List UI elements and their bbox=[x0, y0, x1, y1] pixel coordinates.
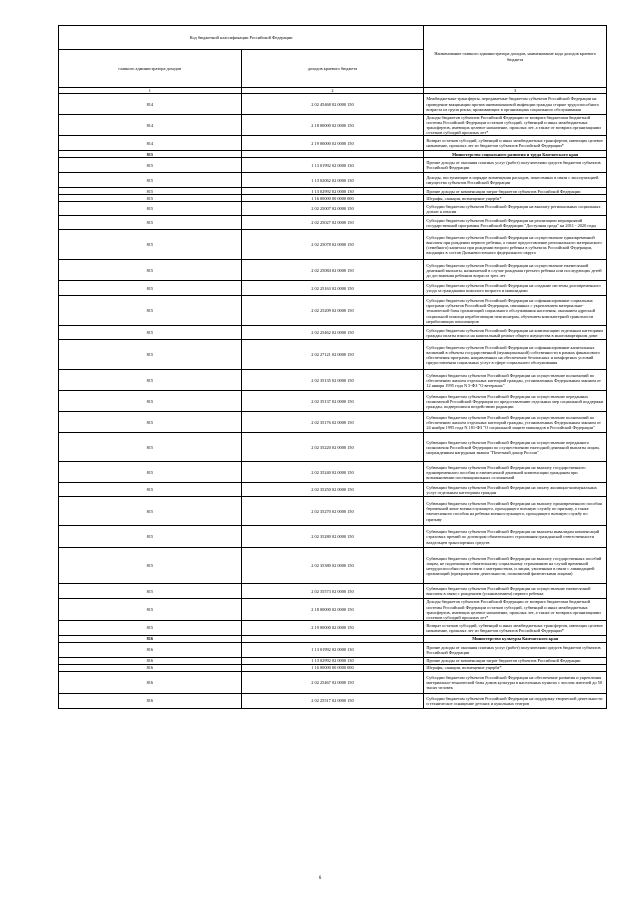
revenue-name-cell: Субсидии бюджетам субъектов Российской Федерации на поддержку творческой деятельности и техническое оснащение детских и кукольных театров bbox=[424, 693, 607, 708]
table-row bbox=[59, 173, 607, 188]
revenue-code-cell: 2 02 25007 02 0000 150 bbox=[241, 202, 424, 216]
revenue-name-cell: Штрафы, санкции, возмещение ущерба* bbox=[424, 195, 607, 202]
revenue-code-cell: 2 02 25027 02 0000 150 bbox=[241, 216, 424, 230]
section-header-row bbox=[59, 151, 607, 158]
table-row bbox=[59, 548, 607, 584]
revenue-name-cell: Субсидии бюджетам субъектов Российской Федерации на осуществление единовременной выплаты при рождении первого ребенка, а также предоставление регионального материнского (семейного) капитала при рождении второго ребенка в субъектах Российской Федерации, входящих в состав Дальневосточного федерального округа bbox=[424, 230, 607, 260]
admin-code-cell: 815 bbox=[59, 195, 242, 202]
table-row bbox=[59, 158, 607, 173]
revenue-code-cell: 2 02 35137 02 0000 150 bbox=[241, 391, 424, 412]
admin-code-cell: 815 bbox=[59, 497, 242, 526]
table-row bbox=[59, 391, 607, 412]
revenue-name-cell: Субсидии бюджетам субъектов Российской Федерации на создание системы долговременного ухода за гражданами пожилого возраста и инвалидами bbox=[424, 281, 607, 296]
revenue-code-cell: 2 02 25462 02 0000 150 bbox=[241, 326, 424, 340]
section-header-row bbox=[59, 635, 607, 642]
admin-code-cell: 814 bbox=[59, 136, 242, 151]
table-row bbox=[59, 664, 607, 671]
table-row bbox=[59, 693, 607, 708]
revenue-code-cell: 1 13 02992 02 0000 130 bbox=[241, 657, 424, 664]
revenue-code-cell bbox=[241, 635, 424, 642]
revenue-name-cell: Субвенции бюджетам субъектов Российской Федерации на выплату государственного единовременного пособия и ежемесячной денежной компенсации гражданам при возникновении поствакцинальных осложнений bbox=[424, 462, 607, 483]
admin-code-cell: 815 bbox=[59, 620, 242, 635]
column-number: 1 bbox=[59, 88, 242, 94]
table-row bbox=[59, 340, 607, 370]
revenue-name-cell: Субвенции бюджетам субъектов Российской Федерации на осуществление ежемесячной выплаты в связи с рождением (усыновлением) первого ребенка bbox=[424, 584, 607, 599]
revenue-code-cell: 1 16 00000 00 0000 000 bbox=[241, 195, 424, 202]
revenue-name-cell: Министерство социального развития и труда Камчатского края bbox=[424, 151, 607, 158]
header-admin-column: главного администратора доходов bbox=[59, 50, 242, 88]
revenue-name-cell: Министерство культуры Камчатского края bbox=[424, 635, 607, 642]
revenue-name-cell: Субсидии бюджетам субъектов Российской Федерации на софинансирование социальных программ субъектов Российской Федерации, связанных с укреплением материально-технической базы организаций социального обслуживания населения, оказанием адресной социальной помощи неработающим пенсионерам, обучением компьютерной грамотности неработающих пенсионеров bbox=[424, 296, 607, 326]
admin-code-cell: 815 bbox=[59, 202, 242, 216]
admin-code-cell: 815 bbox=[59, 158, 242, 173]
revenue-code-cell: 2 02 35220 02 0000 150 bbox=[241, 433, 424, 462]
admin-code-cell: 816 bbox=[59, 671, 242, 693]
revenue-name-cell: Субвенции бюджетам субъектов Российской Федерации на осуществление полномочий по обеспечению жильем отдельных категорий граждан, установленных Федеральным законом от 12 января 1995 года N 5-ФЗ "О ветеранах" bbox=[424, 370, 607, 391]
table-row bbox=[59, 260, 607, 281]
table-row bbox=[59, 94, 607, 115]
revenue-name-cell: Межбюджетные трансферты, передаваемые бюджетам субъектов Российской Федерации на проведение вакцинации против пневмококковой инфекции граждан старше трудоспособного возраста из групп риска, проживающих в организациях социального обслуживания bbox=[424, 94, 607, 115]
revenue-name-cell: Субсидии бюджетам субъектов Российской Федерации на осуществление ежемесячной денежной выплаты, назначаемой в случае рождения третьего ребенка или последующих детей до достижения ребенком возраста трех лет bbox=[424, 260, 607, 281]
revenue-code-cell: 2 02 35135 02 0000 150 bbox=[241, 370, 424, 391]
admin-code-cell: 815 bbox=[59, 433, 242, 462]
table-row bbox=[59, 483, 607, 497]
revenue-name-cell: Субсидии бюджетам субъектов Российской Федерации на выплату региональных социальных доплат к пенсии bbox=[424, 202, 607, 216]
admin-code-cell: 815 bbox=[59, 412, 242, 433]
table-row bbox=[59, 216, 607, 230]
table-row bbox=[59, 433, 607, 462]
revenue-code-cell: 2 02 45468 02 0000 150 bbox=[241, 94, 424, 115]
table-row bbox=[59, 136, 607, 151]
table-row bbox=[59, 599, 607, 620]
revenue-name-cell: Субсидии бюджетам субъектов Российской Федерации на софинансирование капитальных вложений в объекты государственной (муниципальной) собственности в рамках финансового обеспечения программ, направленных на обеспечение безопасных и комфортных условий предоставления социальных услуг в сфере социального обслуживания bbox=[424, 340, 607, 370]
admin-code-cell: 815 bbox=[59, 296, 242, 326]
revenue-code-cell: 1 13 01992 02 0000 130 bbox=[241, 642, 424, 657]
document-page bbox=[58, 25, 607, 709]
column-number: 2 bbox=[241, 88, 424, 94]
revenue-code-cell: 2 18 00000 02 0000 150 bbox=[241, 115, 424, 136]
table-row bbox=[59, 326, 607, 340]
revenue-name-cell: Субсидии бюджетам субъектов Российской Федерации на обеспечение развития и укрепления материально-технической базы домов культуры в населенных пунктах с числом жителей до 50 тысяч человек bbox=[424, 671, 607, 693]
table-row bbox=[59, 526, 607, 548]
table-row bbox=[59, 462, 607, 483]
table-row bbox=[59, 642, 607, 657]
table-row bbox=[59, 230, 607, 260]
header-code-group: Код бюджетной классификации Российской Федерации bbox=[59, 26, 424, 50]
table-row bbox=[59, 657, 607, 664]
admin-code-cell: 815 bbox=[59, 326, 242, 340]
table-header bbox=[59, 26, 607, 94]
admin-code-cell: 815 bbox=[59, 548, 242, 584]
revenue-name-cell: Прочие доходы от компенсации затрат бюджетов субъектов Российской Федерации bbox=[424, 657, 607, 664]
admin-code-cell: 814 bbox=[59, 94, 242, 115]
revenue-name-cell: Доходы бюджетов субъектов Российской Федерации от возврата бюджетами бюджетной системы Российской Федерации остатков субсидий, субвенций и иных межбюджетных трансфертов, имеющих целевое назначение, прошлых лет, а также от возврата организациями остатков субсидий прошлых лет* bbox=[424, 599, 607, 620]
admin-code-cell: 816 bbox=[59, 657, 242, 664]
revenue-code-cell: 2 02 35380 02 0000 150 bbox=[241, 548, 424, 584]
table-row bbox=[59, 370, 607, 391]
revenue-name-cell: Субвенции бюджетам субъектов Российской Федерации на осуществление переданного полномочия Российской Федерации по осуществлению ежегодной денежной выплаты лицам, награжденным нагрудным знаком "Почетный донор России" bbox=[424, 433, 607, 462]
page-number: 6 bbox=[318, 876, 322, 881]
revenue-code-cell: 2 02 25163 02 0000 150 bbox=[241, 281, 424, 296]
admin-code-cell: 816 bbox=[59, 642, 242, 657]
revenue-name-cell: Субвенции бюджетам субъектов Российской Федерации на выплату единовременного пособия беременной жене военнослужащего, проходящего военную службу по призыву, а также ежемесячного пособия на ребенка военнослужащего, проходящего военную службу по призыву bbox=[424, 497, 607, 526]
admin-code-cell: 815 bbox=[59, 462, 242, 483]
admin-code-cell: 815 bbox=[59, 599, 242, 620]
revenue-code-cell: 2 02 25078 02 0000 150 bbox=[241, 230, 424, 260]
revenue-name-cell: Возврат остатков субсидий, субвенций и иных межбюджетных трансфертов, имеющих целевое назначение, прошлых лет из бюджетов субъектов Российской Федерации* bbox=[424, 136, 607, 151]
revenue-code-cell: 2 02 35573 02 0000 150 bbox=[241, 584, 424, 599]
revenue-name-cell: Штрафы, санкции, возмещение ущерба* bbox=[424, 664, 607, 671]
column-number: 3 bbox=[424, 88, 607, 94]
revenue-code-cell: 1 16 00000 00 0000 000 bbox=[241, 664, 424, 671]
revenue-code-cell: 2 19 00000 02 0000 150 bbox=[241, 136, 424, 151]
revenue-code-cell: 2 02 25467 02 0000 150 bbox=[241, 671, 424, 693]
table-row bbox=[59, 281, 607, 296]
revenue-code-cell: 2 02 27121 02 0000 150 bbox=[241, 340, 424, 370]
revenue-code-cell: 2 02 35270 02 0000 150 bbox=[241, 497, 424, 526]
admin-code-cell: 815 bbox=[59, 483, 242, 497]
admin-code-cell: 815 bbox=[59, 281, 242, 296]
admin-code-cell: 815 bbox=[59, 173, 242, 188]
revenue-code-cell: 2 19 00000 02 0000 150 bbox=[241, 620, 424, 635]
admin-code-cell: 815 bbox=[59, 391, 242, 412]
admin-code-cell: 814 bbox=[59, 115, 242, 136]
table-row bbox=[59, 202, 607, 216]
revenue-code-cell: 2 02 25209 02 0000 150 bbox=[241, 296, 424, 326]
revenue-code-cell: 2 02 25517 02 0000 150 bbox=[241, 693, 424, 708]
revenue-code-cell: 2 18 00000 02 0000 150 bbox=[241, 599, 424, 620]
admin-code-cell: 816 bbox=[59, 635, 242, 642]
admin-code-cell: 815 bbox=[59, 151, 242, 158]
revenue-name-cell: Прочие доходы от оказания платных услуг (работ) получателями средств бюджетов субъектов Российской Федерации bbox=[424, 158, 607, 173]
revenue-codes-table bbox=[58, 25, 607, 709]
revenue-code-cell bbox=[241, 151, 424, 158]
table-row bbox=[59, 188, 607, 195]
admin-code-cell: 815 bbox=[59, 188, 242, 195]
admin-code-cell: 815 bbox=[59, 526, 242, 548]
table-row bbox=[59, 412, 607, 433]
revenue-name-cell: Субвенции бюджетам субъектов Российской Федерации на осуществление полномочий по обеспечению жильем отдельных категорий граждан, установленных Федеральным законом от 24 ноября 1995 года N 181-ФЗ "О социальной защите инвалидов в Российской Федерации" bbox=[424, 412, 607, 433]
admin-code-cell: 815 bbox=[59, 260, 242, 281]
revenue-name-cell: Возврат остатков субсидий, субвенций и иных межбюджетных трансфертов, имеющих целевое назначение, прошлых лет из бюджетов субъектов Российской Федерации* bbox=[424, 620, 607, 635]
revenue-code-cell: 2 02 35280 02 0000 150 bbox=[241, 526, 424, 548]
table-body bbox=[59, 94, 607, 709]
admin-code-cell: 815 bbox=[59, 370, 242, 391]
revenue-name-cell: Доходы, поступающие в порядке возмещения расходов, понесенных в связи с эксплуатацией имущества субъектов Российской Федерации bbox=[424, 173, 607, 188]
table-row bbox=[59, 115, 607, 136]
revenue-code-cell: 1 13 01992 02 0000 130 bbox=[241, 158, 424, 173]
admin-code-cell: 816 bbox=[59, 693, 242, 708]
revenue-name-cell: Прочие доходы от компенсации затрат бюджетов субъектов Российской Федерации bbox=[424, 188, 607, 195]
revenue-code-cell: 2 02 35240 02 0000 150 bbox=[241, 462, 424, 483]
revenue-code-cell: 1 13 02992 02 0000 130 bbox=[241, 188, 424, 195]
revenue-name-cell: Субвенции бюджетам субъектов Российской Федерации на выплату государственных пособий лицам, не подлежащим обязательному социальному страхованию на случай временной нетрудоспособности и в связи с материнством, и лицам, уволенным в связи с ликвидацией организаций (прекращением деятельности, полномочий физическими лицами) bbox=[424, 548, 607, 584]
admin-code-cell: 816 bbox=[59, 664, 242, 671]
revenue-name-cell: Субсидии бюджетам субъектов Российской Федерации на компенсацию отдельным категориям граждан оплаты взноса на капитальный ремонт общего имущества в многоквартирном доме bbox=[424, 326, 607, 340]
revenue-name-cell: Доходы бюджетов субъектов Российской Федерации от возврата бюджетами бюджетной системы Российской Федерации остатков субсидий, субвенций и иных межбюджетных трансфертов, имеющих целевое назначение, прошлых лет, а также от возврата организациями остатков субсидий прошлых лет* bbox=[424, 115, 607, 136]
header-revenue-column: доходов краевого бюджета bbox=[241, 50, 424, 88]
revenue-name-cell: Прочие доходы от оказания платных услуг (работ) получателями средств бюджетов субъектов Российской Федерации bbox=[424, 642, 607, 657]
admin-code-cell: 815 bbox=[59, 230, 242, 260]
table-row bbox=[59, 671, 607, 693]
table-row bbox=[59, 620, 607, 635]
revenue-name-cell: Субвенции бюджетам субъектов Российской Федерации на выплаты инвалидам компенсаций страховых премий по договорам обязательного страхования гражданской ответственности владельцев транспортных средств bbox=[424, 526, 607, 548]
revenue-name-cell: Субвенции бюджетам субъектов Российской Федерации на осуществление переданных полномочий Российской Федерации по предоставлению отдельных мер социальной поддержки граждан, подвергшихся воздействию радиации bbox=[424, 391, 607, 412]
table-row bbox=[59, 195, 607, 202]
table-row bbox=[59, 296, 607, 326]
revenue-code-cell: 2 02 35176 02 0000 150 bbox=[241, 412, 424, 433]
table-row bbox=[59, 497, 607, 526]
admin-code-cell: 815 bbox=[59, 340, 242, 370]
revenue-code-cell: 1 13 02062 02 0000 130 bbox=[241, 173, 424, 188]
revenue-name-cell: Субвенции бюджетам субъектов Российской Федерации на оплату жилищно-коммунальных услуг отдельным категориям граждан bbox=[424, 483, 607, 497]
revenue-name-cell: Субсидии бюджетам субъектов Российской Федерации на реализацию мероприятий государственной программы Российской Федерации "Доступная среда" на 2011 - 2020 годы bbox=[424, 216, 607, 230]
revenue-code-cell: 2 02 25084 02 0000 150 bbox=[241, 260, 424, 281]
table-row bbox=[59, 584, 607, 599]
revenue-code-cell: 2 02 35250 02 0000 150 bbox=[241, 483, 424, 497]
admin-code-cell: 815 bbox=[59, 584, 242, 599]
admin-code-cell: 815 bbox=[59, 216, 242, 230]
header-name-column: Наименование главного администратора доходов, наименование кода доходов краевого бюджета bbox=[424, 26, 607, 88]
